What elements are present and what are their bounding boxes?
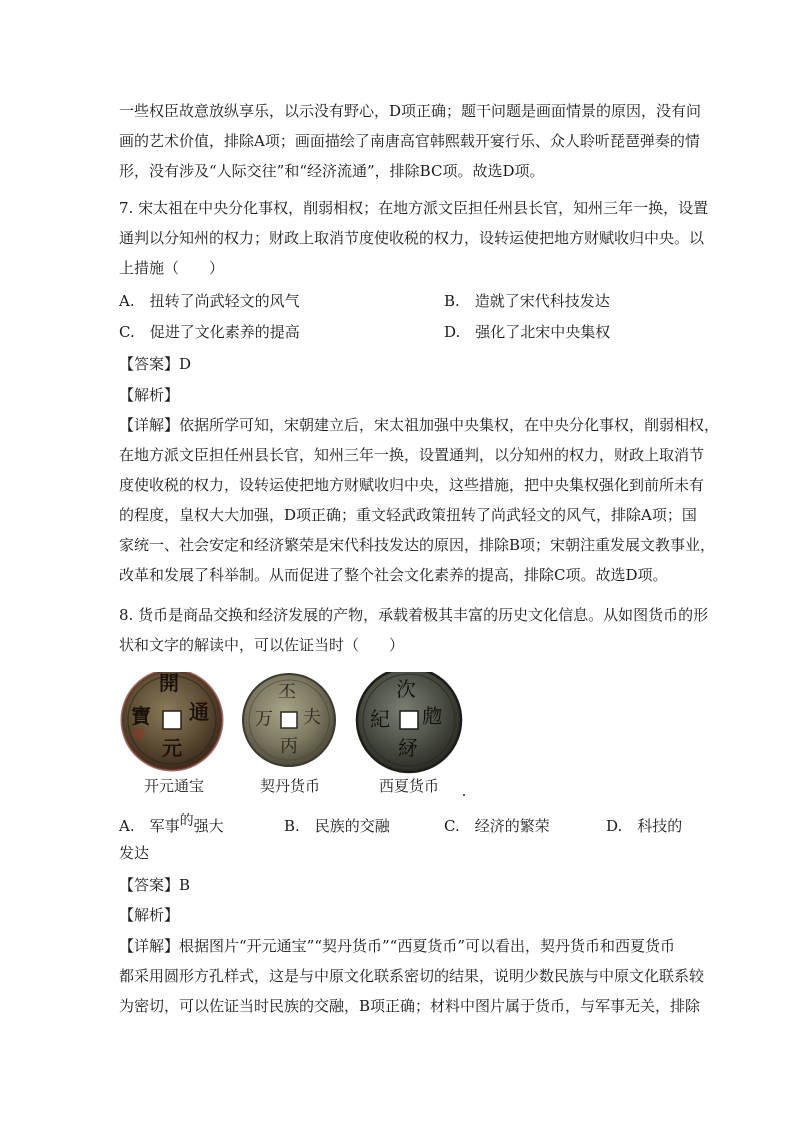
q8-option-b: B. 民族的交融 <box>284 817 390 835</box>
q8-option-a <box>119 815 224 836</box>
coin-inscription: 万 <box>255 709 273 730</box>
text-line: 一些权臣故意放纵享乐，以示没有野心，D项正确；题干问题是画面情景的原因，没有问 <box>119 102 702 120</box>
stray-mark <box>463 794 465 796</box>
question-7-stem: 上措施（ ） <box>119 259 225 277</box>
q7-option-a: A. 扭转了尚武轻文的风气 <box>119 292 300 310</box>
q7-option-d: D. 强化了北宋中央集权 <box>444 323 611 341</box>
q7-detail: 改革和发展了科举制。从而促进了整个社会文化素养的提高，排除C项。故选D项。 <box>119 566 668 584</box>
q8-option-a-label: A. 军事 <box>119 817 180 835</box>
coin-inscription: 開 <box>159 671 179 695</box>
q7-answer: 【答案】D <box>119 355 192 373</box>
coin-inscription: 通 <box>189 700 209 724</box>
question-7-stem: 通判以分知州的权力；财政上取消节度使收税的权力，设转运使把地方财赋收归中央。以 <box>119 229 705 247</box>
q8-option-a-tail: 强大 <box>193 817 224 835</box>
q8-option-d: D. 科技的 <box>606 817 683 835</box>
coin-inscription: 寶 <box>131 704 151 728</box>
text-line: 画的艺术价值，排除A项；画面描绘了南唐高官韩熙载开宴行乐、众人聆听琵琶弹奏的情 <box>119 132 700 150</box>
q7-detail: 家统一、社会安定和经济繁荣是宋代科技发达的原因，排除B项；宋朝注重发展文教事业， <box>119 536 716 554</box>
q7-option-c: C. 促进了文化素养的提高 <box>119 323 300 341</box>
coin-inscription: 元 <box>162 736 182 760</box>
q7-option-b: B. 造就了宋代科技发达 <box>444 292 610 310</box>
q8-detail: 为密切，可以佐证当时民族的交融，B项正确；材料中图片属于货币，与军事无关，排除 <box>119 997 701 1015</box>
coin-caption-kaiyuan: 开元通宝 <box>143 777 204 795</box>
coin-inscription: 丙 <box>280 736 298 757</box>
coin-caption-western-xia: 西夏货币 <box>378 777 439 795</box>
coin-inscription: 夫 <box>303 707 321 728</box>
coin-inscription: 紀 <box>370 707 390 731</box>
q8-option-d-wrap: 发达 <box>119 844 150 862</box>
q8-detail: 【详解】根据图片“开元通宝”“契丹货币”“西夏货币”可以看出，契丹货币和西夏货币 <box>119 937 676 955</box>
coin-inscription: 䋒 <box>398 736 418 760</box>
q7-detail: 在地方派文臣担任州县长官，知州三年一换，设置通判，以分知州的权力，财政上取消节 <box>119 446 705 464</box>
coin-inscription: 丕 <box>278 682 296 703</box>
question-7-stem: 7. 宋太祖在中央分化事权，削弱相权；在地方派文臣担任州县长官，知州三年一换，设置 <box>119 199 709 217</box>
q8-detail: 都采用圆形方孔样式，这是与中原文化联系密切的结果，说明少数民族与中原文化联系较 <box>119 967 705 985</box>
q8-answer: 【答案】B <box>119 876 191 894</box>
text-line: 形，没有涉及“人际交往”和“经济流通”，排除BC项。故选D项。 <box>119 162 545 180</box>
q7-detail: 度使收税的权力，设转运使把地方财赋收归中央，这些措施，把中央集权强化到前所未有 <box>119 476 705 494</box>
coin-figure <box>117 672 467 800</box>
coin-caption-khitan: 契丹货币 <box>259 777 320 795</box>
question-8-stem: 8. 货币是商品交换和经济发展的产物，承载着极其丰富的历史文化信息。从如图货币的形 <box>119 606 709 624</box>
question-8-stem: 状和文字的解读中，可以佐证当时（ ） <box>119 636 405 654</box>
q8-option-c: C. 经济的繁荣 <box>444 817 550 835</box>
q7-analysis-heading: 【解析】 <box>119 386 180 404</box>
coin-inscription: 虝 <box>422 704 442 728</box>
coin-inscription: 㳄 <box>396 677 416 701</box>
q8-option-a-mark: 的 <box>179 813 194 829</box>
q7-detail: 的程度，皇权大大加强，D项正确；重文轻武政策扭转了尚武轻文的风气，排除A项；国 <box>119 506 697 524</box>
q7-detail: 【详解】依据所学可知，宋朝建立后，宋太祖加强中央集权，在中央分化事权，削弱相权， <box>119 416 720 434</box>
q8-analysis-heading: 【解析】 <box>119 906 180 924</box>
